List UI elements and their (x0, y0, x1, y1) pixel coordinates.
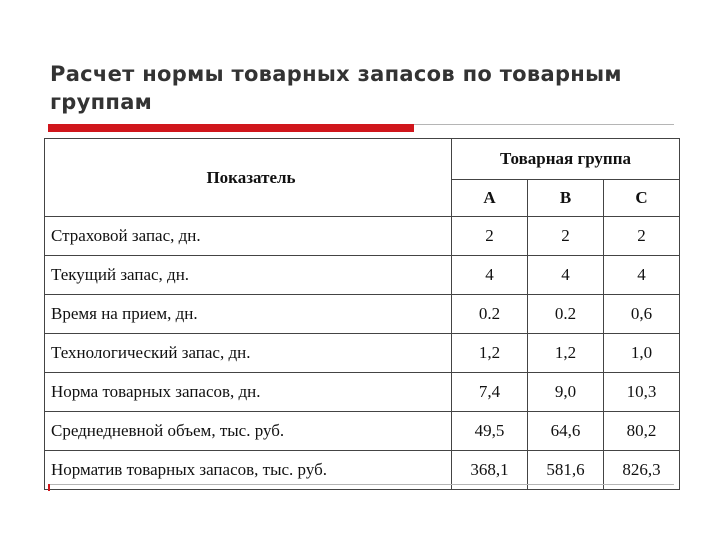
column-header-c: C (604, 180, 680, 217)
cell-value: 1,0 (604, 334, 680, 373)
cell-value: 1,2 (452, 334, 528, 373)
cell-value: 7,4 (452, 373, 528, 412)
cell-value: 0.2 (452, 295, 528, 334)
table-row (45, 256, 680, 295)
table-row (45, 295, 680, 334)
title-accent-bar (48, 124, 414, 132)
cell-value: 10,3 (604, 373, 680, 412)
column-header-a: A (452, 180, 528, 217)
footer-divider-line (48, 484, 674, 485)
table-row (45, 373, 680, 412)
column-header-b: B (528, 180, 604, 217)
product-group-header: Товарная группа (452, 139, 680, 180)
table-row (45, 334, 680, 373)
slide-title: Расчет нормы товарных запасов по товарным группам (50, 62, 622, 114)
cell-value: 2 (528, 217, 604, 256)
table-row (45, 412, 680, 451)
cell-value: 826,3 (604, 451, 680, 490)
row-label: Среднедневной объем, тыс. руб. (45, 412, 452, 451)
cell-value: 4 (452, 256, 528, 295)
row-label: Текущий запас, дн. (45, 256, 452, 295)
cell-value: 4 (604, 256, 680, 295)
cell-value: 64,6 (528, 412, 604, 451)
cell-value: 1,2 (528, 334, 604, 373)
cell-value: 2 (604, 217, 680, 256)
row-label: Норматив товарных запасов, тыс. руб. (45, 451, 452, 490)
cell-value: 368,1 (452, 451, 528, 490)
cell-value: 2 (452, 217, 528, 256)
row-label: Норма товарных запасов, дн. (45, 373, 452, 412)
footer-accent-mark (48, 484, 50, 491)
cell-value: 49,5 (452, 412, 528, 451)
cell-value: 581,6 (528, 451, 604, 490)
cell-value: 0.2 (528, 295, 604, 334)
cell-value: 4 (528, 256, 604, 295)
row-label: Страховой запас, дн. (45, 217, 452, 256)
indicator-column-header: Показатель (45, 139, 452, 217)
inventory-norm-table (44, 138, 680, 490)
cell-value: 80,2 (604, 412, 680, 451)
cell-value: 0,6 (604, 295, 680, 334)
table-header-row (45, 139, 680, 180)
row-label: Время на прием, дн. (45, 295, 452, 334)
row-label: Технологический запас, дн. (45, 334, 452, 373)
cell-value: 9,0 (528, 373, 604, 412)
table-row (45, 217, 680, 256)
